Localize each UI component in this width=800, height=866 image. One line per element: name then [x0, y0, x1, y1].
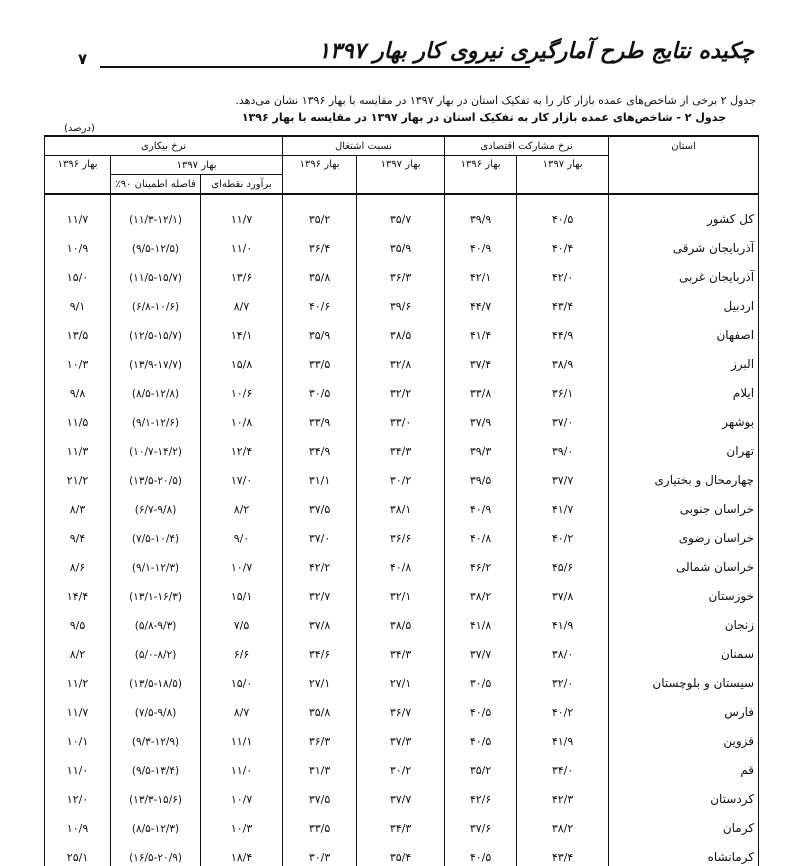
table-row	[45, 431, 759, 460]
cell-participation-1396: ۴۴/۷	[445, 286, 517, 315]
cell-participation-1396: ۴۱/۸	[445, 605, 517, 634]
header-pr-1396: بهار ۱۳۹۶	[445, 156, 517, 195]
cell-province: خراسان جنوبی	[609, 489, 759, 518]
table-body	[45, 194, 759, 866]
cell-employment-1397: ۳۲/۲	[357, 373, 445, 402]
table-row	[45, 228, 759, 257]
cell-unemployment-1397: ۱۸/۴	[201, 837, 283, 866]
cell-confidence-interval: (۹/۵-۱۲/۵)	[111, 228, 201, 257]
table-row	[45, 605, 759, 634]
cell-unemployment-1397: ۱۵/۰	[201, 663, 283, 692]
cell-unemployment-1397: ۱۱/۱	[201, 721, 283, 750]
cell-confidence-interval: (۱۳/۱-۱۶/۳)	[111, 576, 201, 605]
header-er-1396: بهار ۱۳۹۶	[283, 156, 357, 195]
cell-province: اردبیل	[609, 286, 759, 315]
cell-confidence-interval: (۶/۷-۹/۸)	[111, 489, 201, 518]
cell-employment-1396: ۳۱/۱	[283, 460, 357, 489]
cell-confidence-interval: (۹/۱-۱۲/۳)	[111, 547, 201, 576]
header-er-1397: بهار ۱۳۹۷	[357, 156, 445, 195]
cell-employment-1397: ۴۰/۸	[357, 547, 445, 576]
cell-employment-1397: ۳۴/۳	[357, 808, 445, 837]
table-row	[45, 721, 759, 750]
cell-participation-1396: ۴۲/۱	[445, 257, 517, 286]
cell-participation-1397: ۴۰/۴	[517, 228, 609, 257]
cell-employment-1396: ۳۳/۵	[283, 808, 357, 837]
cell-unemployment-1396: ۱۱/۳	[45, 431, 111, 460]
cell-employment-1396: ۳۷/۵	[283, 779, 357, 808]
cell-unemployment-1396: ۱۱/۲	[45, 663, 111, 692]
cell-unemployment-1396: ۹/۵	[45, 605, 111, 634]
cell-employment-1397: ۲۷/۱	[357, 663, 445, 692]
cell-province: قم	[609, 750, 759, 779]
cell-unemployment-1397: ۷/۵	[201, 605, 283, 634]
cell-employment-1396: ۲۷/۱	[283, 663, 357, 692]
cell-unemployment-1397: ۶/۶	[201, 634, 283, 663]
cell-participation-1396: ۳۹/۳	[445, 431, 517, 460]
cell-participation-1397: ۳۸/۲	[517, 808, 609, 837]
cell-employment-1396: ۴۰/۶	[283, 286, 357, 315]
cell-participation-1397: ۳۷/۰	[517, 402, 609, 431]
cell-participation-1396: ۴۲/۶	[445, 779, 517, 808]
cell-province: تهران	[609, 431, 759, 460]
cell-employment-1396: ۳۷/۵	[283, 489, 357, 518]
cell-participation-1396: ۳۷/۹	[445, 402, 517, 431]
cell-province: آذربایجان شرقی	[609, 228, 759, 257]
cell-employment-1396: ۳۶/۴	[283, 228, 357, 257]
cell-confidence-interval: (۱۱/۵-۱۵/۷)	[111, 257, 201, 286]
cell-province: البرز	[609, 344, 759, 373]
cell-participation-1396: ۴۰/۹	[445, 228, 517, 257]
cell-province: سیستان و بلوچستان	[609, 663, 759, 692]
cell-unemployment-1396: ۹/۸	[45, 373, 111, 402]
cell-unemployment-1396: ۸/۲	[45, 634, 111, 663]
cell-province: آذربایجان غربی	[609, 257, 759, 286]
cell-unemployment-1397: ۱۱/۰	[201, 750, 283, 779]
cell-employment-1396: ۳۲/۷	[283, 576, 357, 605]
cell-participation-1396: ۳۷/۶	[445, 808, 517, 837]
cell-participation-1397: ۳۴/۰	[517, 750, 609, 779]
table-row	[45, 692, 759, 721]
cell-employment-1396: ۳۳/۵	[283, 344, 357, 373]
cell-employment-1397: ۳۵/۹	[357, 228, 445, 257]
cell-participation-1396: ۴۰/۸	[445, 518, 517, 547]
cell-unemployment-1396: ۸/۳	[45, 489, 111, 518]
cell-unemployment-1397: ۸/۷	[201, 692, 283, 721]
cell-employment-1396: ۳۵/۹	[283, 315, 357, 344]
table-row	[45, 808, 759, 837]
cell-employment-1397: ۳۹/۶	[357, 286, 445, 315]
cell-employment-1397: ۳۷/۷	[357, 779, 445, 808]
cell-unemployment-1396: ۱۵/۰	[45, 257, 111, 286]
table-row	[45, 837, 759, 866]
cell-confidence-interval: (۷/۵-۱۰/۴)	[111, 518, 201, 547]
cell-participation-1397: ۴۴/۹	[517, 315, 609, 344]
cell-employment-1396: ۳۰/۵	[283, 373, 357, 402]
cell-employment-1397: ۳۲/۸	[357, 344, 445, 373]
cell-participation-1397: ۴۳/۴	[517, 837, 609, 866]
cell-province: کرمانشاه	[609, 837, 759, 866]
cell-participation-1397: ۳۶/۱	[517, 373, 609, 402]
cell-employment-1397: ۳۶/۶	[357, 518, 445, 547]
cell-participation-1396: ۴۰/۵	[445, 837, 517, 866]
cell-province: سمنان	[609, 634, 759, 663]
cell-participation-1397: ۴۱/۹	[517, 605, 609, 634]
unit-label: (درصد)	[64, 123, 95, 134]
header-province: استان	[609, 136, 759, 194]
page-number: ۷	[78, 50, 88, 68]
cell-participation-1397: ۴۰/۲	[517, 692, 609, 721]
cell-unemployment-1397: ۱۰/۳	[201, 808, 283, 837]
cell-participation-1397: ۴۳/۴	[517, 286, 609, 315]
cell-confidence-interval: (۷/۵-۹/۸)	[111, 692, 201, 721]
cell-unemployment-1396: ۱۰/۹	[45, 228, 111, 257]
cell-confidence-interval: (۱۱/۳-۱۲/۱)	[111, 194, 201, 228]
cell-province: فارس	[609, 692, 759, 721]
table-row	[45, 344, 759, 373]
cell-unemployment-1396: ۱۱/۷	[45, 692, 111, 721]
table-row	[45, 194, 759, 228]
cell-participation-1396: ۴۶/۲	[445, 547, 517, 576]
cell-confidence-interval: (۱۳/۵-۱۸/۵)	[111, 663, 201, 692]
cell-unemployment-1397: ۱۱/۷	[201, 194, 283, 228]
cell-province: چهارمحال و بختیاری	[609, 460, 759, 489]
cell-confidence-interval: (۵/۰-۸/۲)	[111, 634, 201, 663]
cell-participation-1397: ۴۵/۶	[517, 547, 609, 576]
cell-unemployment-1396: ۱۴/۴	[45, 576, 111, 605]
table-caption-1: جدول ۲ برخی از شاخص‌های عمده بازار کار را به تفکیک استان در بهار ۱۳۹۷ در مقایسه با بهار ۱۳۹۶ نشان می‌دهد.	[235, 94, 756, 107]
cell-unemployment-1396: ۲۵/۱	[45, 837, 111, 866]
cell-employment-1396: ۳۶/۳	[283, 721, 357, 750]
cell-participation-1396: ۳۰/۵	[445, 663, 517, 692]
cell-unemployment-1397: ۱۷/۰	[201, 460, 283, 489]
table-row	[45, 663, 759, 692]
cell-confidence-interval: (۹/۵-۱۳/۴)	[111, 750, 201, 779]
cell-unemployment-1396: ۱۲/۰	[45, 779, 111, 808]
cell-participation-1397: ۳۷/۷	[517, 460, 609, 489]
cell-province: خراسان رضوی	[609, 518, 759, 547]
cell-employment-1396: ۳۰/۳	[283, 837, 357, 866]
table-row	[45, 779, 759, 808]
cell-employment-1397: ۳۴/۳	[357, 431, 445, 460]
cell-unemployment-1397: ۱۰/۸	[201, 402, 283, 431]
cell-participation-1397: ۴۲/۰	[517, 257, 609, 286]
cell-participation-1397: ۴۱/۹	[517, 721, 609, 750]
cell-unemployment-1396: ۱۱/۷	[45, 194, 111, 228]
table-header	[45, 136, 759, 194]
cell-unemployment-1396: ۱۰/۱	[45, 721, 111, 750]
cell-unemployment-1396: ۱۱/۰	[45, 750, 111, 779]
cell-participation-1396: ۴۰/۵	[445, 692, 517, 721]
cell-employment-1396: ۳۳/۹	[283, 402, 357, 431]
header-ur-1397: بهار ۱۳۹۷	[111, 156, 283, 175]
header-participation-rate: نرخ مشارکت اقتصادی	[445, 136, 609, 156]
cell-participation-1397: ۳۷/۸	[517, 576, 609, 605]
cell-confidence-interval: (۶/۸-۱۰/۶)	[111, 286, 201, 315]
cell-employment-1396: ۳۵/۲	[283, 194, 357, 228]
cell-participation-1396: ۴۰/۵	[445, 721, 517, 750]
cell-unemployment-1397: ۱۵/۱	[201, 576, 283, 605]
table-caption-2: جدول ۲ - شاخص‌های عمده بازار کار به تفکیک استان در بهار ۱۳۹۷ در مقایسه با بهار ۱۳۹۶	[241, 111, 726, 124]
cell-participation-1397: ۴۰/۲	[517, 518, 609, 547]
table-row	[45, 315, 759, 344]
header-pr-1397: بهار ۱۳۹۷	[517, 156, 609, 195]
cell-province: قزوین	[609, 721, 759, 750]
cell-unemployment-1397: ۱۱/۰	[201, 228, 283, 257]
cell-province: کل کشور	[609, 194, 759, 228]
cell-unemployment-1397: ۱۳/۶	[201, 257, 283, 286]
cell-participation-1396: ۳۹/۹	[445, 194, 517, 228]
cell-unemployment-1396: ۱۳/۵	[45, 315, 111, 344]
cell-participation-1396: ۴۰/۹	[445, 489, 517, 518]
table-row	[45, 460, 759, 489]
cell-participation-1397: ۳۹/۰	[517, 431, 609, 460]
header-rule	[100, 66, 530, 68]
header-ur-1396: بهار ۱۳۹۶	[45, 156, 111, 195]
cell-unemployment-1396: ۱۰/۳	[45, 344, 111, 373]
cell-participation-1396: ۳۳/۸	[445, 373, 517, 402]
cell-employment-1397: ۳۲/۱	[357, 576, 445, 605]
table-row	[45, 576, 759, 605]
cell-participation-1397: ۴۰/۵	[517, 194, 609, 228]
cell-employment-1396: ۳۴/۹	[283, 431, 357, 460]
cell-province: کرمان	[609, 808, 759, 837]
header-point-estimate: برآورد نقطه‌ای	[201, 175, 283, 195]
cell-unemployment-1396: ۱۰/۹	[45, 808, 111, 837]
cell-confidence-interval: (۱۲/۵-۱۵/۷)	[111, 315, 201, 344]
cell-employment-1397: ۳۵/۴	[357, 837, 445, 866]
cell-employment-1397: ۳۰/۲	[357, 460, 445, 489]
cell-confidence-interval: (۱۰/۷-۱۴/۲)	[111, 431, 201, 460]
cell-confidence-interval: (۹/۱-۱۲/۶)	[111, 402, 201, 431]
province-indicators-table	[44, 135, 759, 866]
cell-participation-1396: ۳۷/۴	[445, 344, 517, 373]
page-header-title: چکیده نتایج طرح آمارگیری نیروی کار بهار ۱۳۹۷	[318, 38, 754, 64]
table-row	[45, 634, 759, 663]
cell-unemployment-1396: ۹/۴	[45, 518, 111, 547]
cell-employment-1397: ۳۸/۱	[357, 489, 445, 518]
cell-employment-1396: ۴۲/۲	[283, 547, 357, 576]
cell-employment-1396: ۳۷/۸	[283, 605, 357, 634]
table-row	[45, 489, 759, 518]
cell-participation-1396: ۳۸/۲	[445, 576, 517, 605]
table-row	[45, 373, 759, 402]
cell-employment-1396: ۳۵/۸	[283, 692, 357, 721]
cell-participation-1397: ۳۲/۰	[517, 663, 609, 692]
table-row	[45, 257, 759, 286]
cell-employment-1397: ۳۵/۷	[357, 194, 445, 228]
cell-employment-1396: ۳۱/۳	[283, 750, 357, 779]
cell-province: خوزستان	[609, 576, 759, 605]
cell-confidence-interval: (۱۶/۵-۲۰/۹)	[111, 837, 201, 866]
cell-participation-1397: ۴۲/۳	[517, 779, 609, 808]
cell-unemployment-1397: ۱۰/۷	[201, 547, 283, 576]
cell-participation-1397: ۳۸/۰	[517, 634, 609, 663]
cell-employment-1397: ۳۸/۵	[357, 605, 445, 634]
cell-confidence-interval: (۱۳/۹-۱۷/۷)	[111, 344, 201, 373]
cell-unemployment-1396: ۱۱/۵	[45, 402, 111, 431]
cell-unemployment-1397: ۸/۷	[201, 286, 283, 315]
cell-confidence-interval: (۱۳/۳-۱۵/۶)	[111, 779, 201, 808]
cell-participation-1396: ۳۵/۲	[445, 750, 517, 779]
cell-participation-1397: ۴۱/۷	[517, 489, 609, 518]
cell-unemployment-1397: ۹/۰	[201, 518, 283, 547]
cell-unemployment-1397: ۱۰/۶	[201, 373, 283, 402]
cell-confidence-interval: (۹/۳-۱۲/۹)	[111, 721, 201, 750]
cell-employment-1397: ۳۰/۲	[357, 750, 445, 779]
cell-unemployment-1397: ۱۰/۷	[201, 779, 283, 808]
cell-unemployment-1396: ۹/۱	[45, 286, 111, 315]
cell-employment-1397: ۳۶/۷	[357, 692, 445, 721]
cell-participation-1396: ۳۹/۵	[445, 460, 517, 489]
cell-employment-1396: ۳۵/۸	[283, 257, 357, 286]
cell-employment-1397: ۳۳/۰	[357, 402, 445, 431]
cell-province: خراسان شمالی	[609, 547, 759, 576]
header-confidence-interval: فاصله اطمینان ۹۰٪	[111, 175, 201, 195]
cell-confidence-interval: (۵/۸-۹/۳)	[111, 605, 201, 634]
header-employment-ratio: نسبت اشتغال	[283, 136, 445, 156]
table-row	[45, 286, 759, 315]
cell-participation-1397: ۳۸/۹	[517, 344, 609, 373]
cell-province: زنجان	[609, 605, 759, 634]
cell-province: بوشهر	[609, 402, 759, 431]
cell-unemployment-1397: ۱۲/۴	[201, 431, 283, 460]
cell-unemployment-1396: ۲۱/۲	[45, 460, 111, 489]
table-row	[45, 402, 759, 431]
cell-participation-1396: ۴۱/۴	[445, 315, 517, 344]
cell-province: اصفهان	[609, 315, 759, 344]
table-row	[45, 547, 759, 576]
cell-employment-1397: ۳۶/۳	[357, 257, 445, 286]
cell-unemployment-1397: ۱۴/۱	[201, 315, 283, 344]
cell-unemployment-1396: ۸/۶	[45, 547, 111, 576]
header-unemployment-rate: نرخ بیکاری	[45, 136, 283, 156]
cell-unemployment-1397: ۸/۲	[201, 489, 283, 518]
table-row	[45, 750, 759, 779]
cell-confidence-interval: (۸/۵-۱۲/۸)	[111, 373, 201, 402]
table-row	[45, 518, 759, 547]
cell-province: ایلام	[609, 373, 759, 402]
cell-confidence-interval: (۸/۵-۱۲/۳)	[111, 808, 201, 837]
cell-employment-1396: ۳۴/۶	[283, 634, 357, 663]
cell-employment-1397: ۳۴/۳	[357, 634, 445, 663]
cell-employment-1397: ۳۸/۵	[357, 315, 445, 344]
cell-unemployment-1397: ۱۵/۸	[201, 344, 283, 373]
cell-employment-1396: ۳۷/۰	[283, 518, 357, 547]
cell-confidence-interval: (۱۳/۵-۲۰/۵)	[111, 460, 201, 489]
cell-employment-1397: ۳۷/۳	[357, 721, 445, 750]
cell-province: کردستان	[609, 779, 759, 808]
cell-participation-1396: ۳۷/۷	[445, 634, 517, 663]
